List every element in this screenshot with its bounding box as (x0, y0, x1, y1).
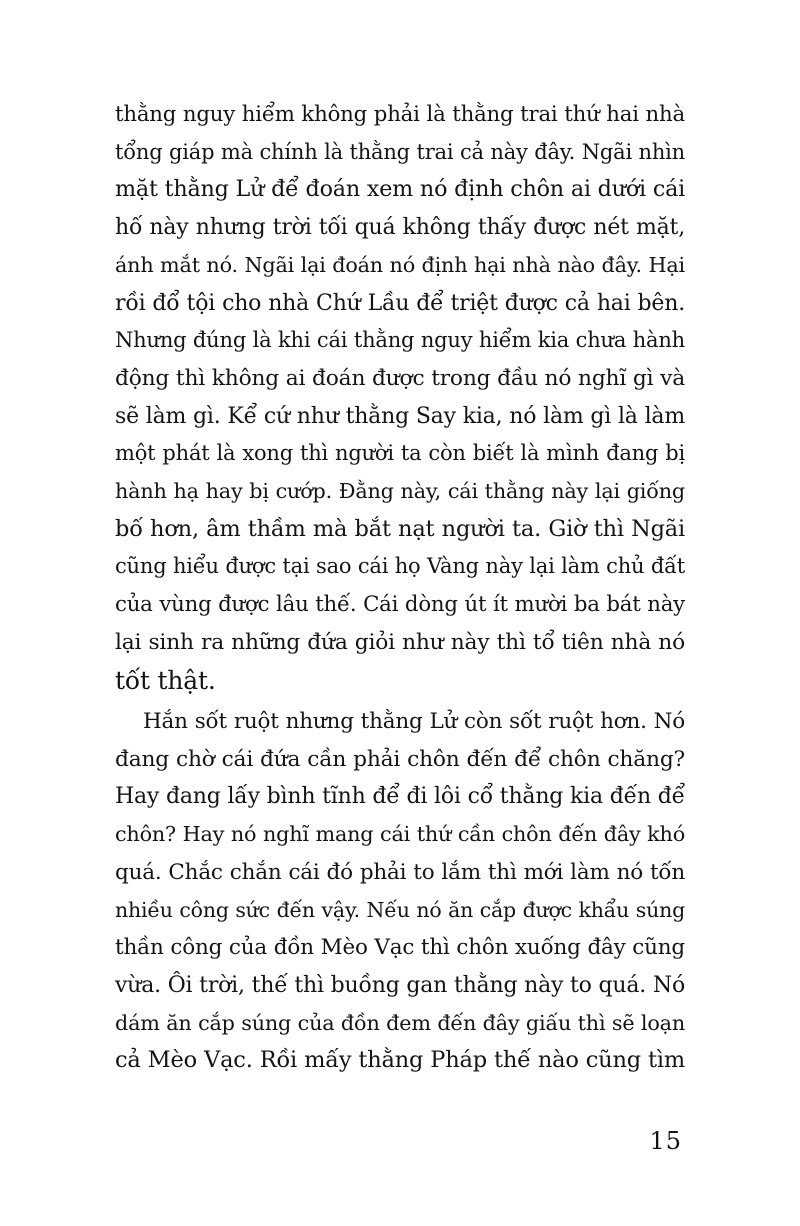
text-line: của vùng được lâu thế. Cái dòng út ít mười ba bát này (115, 592, 685, 618)
page-number: 15 (649, 1127, 682, 1155)
text-line: ánh mắt nó. Ngãi lại đoán nó định hại nhà nào đây. Hại (115, 252, 685, 277)
text-line: dám ăn cắp súng của đồn đem đến đây giấu thì sẽ loạn (115, 1010, 685, 1035)
text-line: hố này nhưng trời tối quá không thấy được nét mặt, (115, 215, 685, 241)
text-line: vừa. Ôi trời, thế thì buồng gan thằng này to quá. Nó (115, 972, 685, 998)
text-line: thần công của đồn Mèo Vạc thì chôn xuống đây cũng (115, 935, 685, 961)
text-line: cũng hiểu được tại sao cái họ Vàng này lại làm chủ đất (115, 554, 685, 579)
text-line: tốt thật. (115, 665, 216, 695)
text-line: bố hơn, âm thầm mà bắt nạt người ta. Giờ thì Ngãi (115, 515, 685, 542)
text-line: chôn? Hay nó nghĩ mang cái thứ cần chôn đến đây khó (115, 822, 685, 847)
text-line: mặt thằng Lử để đoán xem nó định chôn ai dưới cái (115, 176, 686, 203)
text-line: đang chờ cái đứa cần phải chôn đến để chôn chăng? (115, 746, 685, 772)
text-line: nhiều công sức đến vậy. Nếu nó ăn cắp được khẩu súng (115, 897, 685, 922)
text-line: lại sinh ra những đứa giỏi như này thì tổ tiên nhà nó (115, 629, 685, 655)
text-line: thằng nguy hiểm không phải là thằng trai thứ hai nhà (115, 102, 685, 127)
text-line: Nhưng đúng là khi cái thằng nguy hiểm kia chưa hành (115, 328, 685, 353)
text-line: động thì không ai đoán được trong đầu nó nghĩ gì và (115, 365, 685, 391)
text-line: hành hạ hay bị cướp. Đằng này, cái thằng này lại giống (115, 479, 685, 504)
text-line: rồi đổ tội cho nhà Chứ Lầu để triệt được cả hai bên. (115, 290, 685, 316)
text-line: cả Mèo Vạc. Rồi mấy thằng Pháp thế nào cũng tìm (115, 1047, 685, 1074)
text-line: Hắn sốt ruột nhưng thằng Lử còn sốt ruột hơn. Nó (143, 709, 685, 734)
text-line: Hay đang lấy bình tĩnh để đi lôi cổ thằng kia đến để (115, 784, 685, 810)
paragraph-1 (115, 96, 685, 699)
text-line: tổng giáp mà chính là thằng trai cả này đây. Ngãi nhìn (115, 139, 685, 164)
text-line: một phát là xong thì người ta còn biết là mình đang bị (115, 441, 685, 466)
text-line: quá. Chắc chắn cái đó phải to lắm thì mới làm nó tốn (115, 859, 685, 885)
text-line: sẽ làm gì. Kể cứ như thằng Say kia, nó làm gì là làm (115, 403, 685, 429)
paragraph-2 (115, 703, 685, 1080)
